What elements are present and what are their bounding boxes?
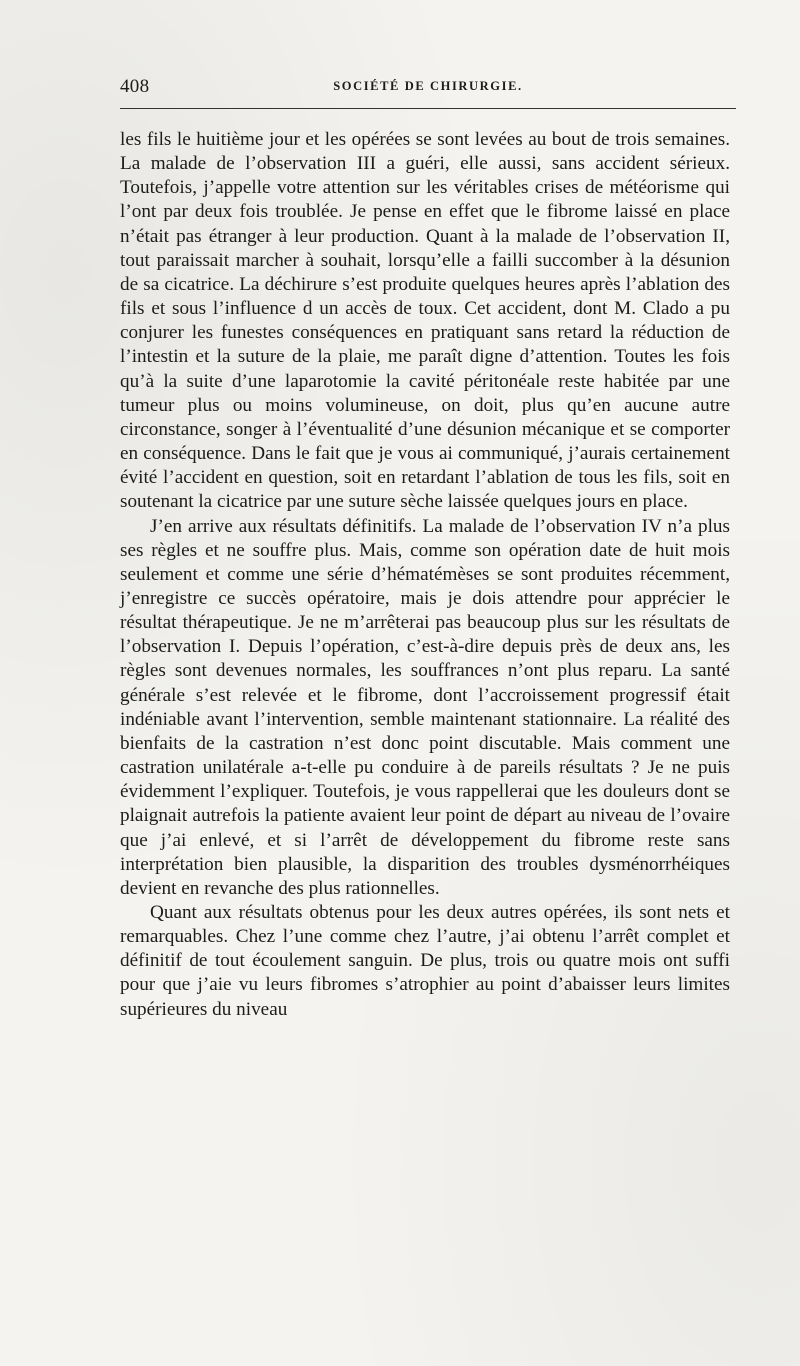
- header-rule: [120, 108, 736, 109]
- paragraph-other-patients: Quant aux résultats obtenus pour les deux autres opérées, ils sont nets et remarquables. Chez l’une comme chez l’autre, j’ai obtenu l’arrêt complet et définitif de tout écoulement sanguin. De plus, trois ou quatre mois ont suffi pour que j’aie vu leurs fibromes s’atrophier au point d’abaisser leurs limites supérieures du niveau: [120, 902, 730, 1020]
- paragraph-results: J’en arrive aux résultats définitifs. La malade de l’observation IV n’a plus ses règles et ne souffre plus. Mais, comme son opération date de huit mois seulement et comme une série d’hématémèses se sont produites récemment, j’enregistre ce succès opératoire, mais je dois attendre pour apprécier le résultat thérapeutique. Je ne m’arrêterai pas beaucoup plus sur les résultats de l’observation I. Depuis l’opération, c’est-à-dire depuis près de deux ans, les règles sont devenues normales, les souffrances n’ont plus reparu. La santé générale s’est relevée et le fibrome, dont l’accroissement progressif était indéniable avant l’intervention, semble maintenant stationnaire. La réalité des bienfaits de la castration n’est donc point discutable. Mais comment une castration unilatérale a-t-elle pu conduire à de pareils résultats ? Je ne puis évidemment l’expliquer. Toutefois, je vous rappellerai que les douleurs dont se plaignait autrefois la patiente avaient leur point de départ au niveau de l’ovaire que j’ai enlevé, et si l’arrêt de développement du fibrome reste sans interprétation bien plausible, la disparition des troubles dysménorrhéiques devient en revanche des plus rationnelles.: [120, 515, 730, 899]
- running-title: SOCIÉTÉ DE CHIRURGIE.: [333, 79, 523, 93]
- paragraph-continued: les fils le huitième jour et les opérées se sont levées au bout de trois semaines. La malade de l’observation III a guéri, elle aussi, sans accident sérieux. Toutefois, j’appelle votre attention sur les véritables crises de météorisme qui l’ont par deux fois troublée. Je pense en effet que le fibrome laissé en place n’était pas étranger à leur production. Quant à la malade de l’observation II, tout paraissait marcher à souhait, lorsqu’elle a failli succomber à la désunion de sa cicatrice. La déchirure s’est produite quelques heures après l’ablation des fils et sous l’influence d un accès de toux. Cet accident, dont M. Clado a pu conjurer les funestes conséquences en pratiquant sans retard la réduction de l’intestin et la suture de la plaie, me paraît digne d’attention. Toutes les fois qu’à la suite d’une laparotomie la cavité péritonéale reste habitée par une tumeur plus ou moins volumineuse, on doit, plus qu’en aucune autre circonstance, songer à l’éventualité d’une désunion mécanique et se comporter en conséquence. Dans le fait que je vous ai communiqué, j’aurais certainement évité l’accident en question, soit en retardant l’ablation de tous les fils, soit en soutenant la cicatrice par une suture sèche laissée quelques jours en place.: [120, 129, 730, 513]
- page-number: 408: [120, 76, 150, 97]
- page-header: [120, 76, 736, 100]
- body-text: [120, 128, 730, 1022]
